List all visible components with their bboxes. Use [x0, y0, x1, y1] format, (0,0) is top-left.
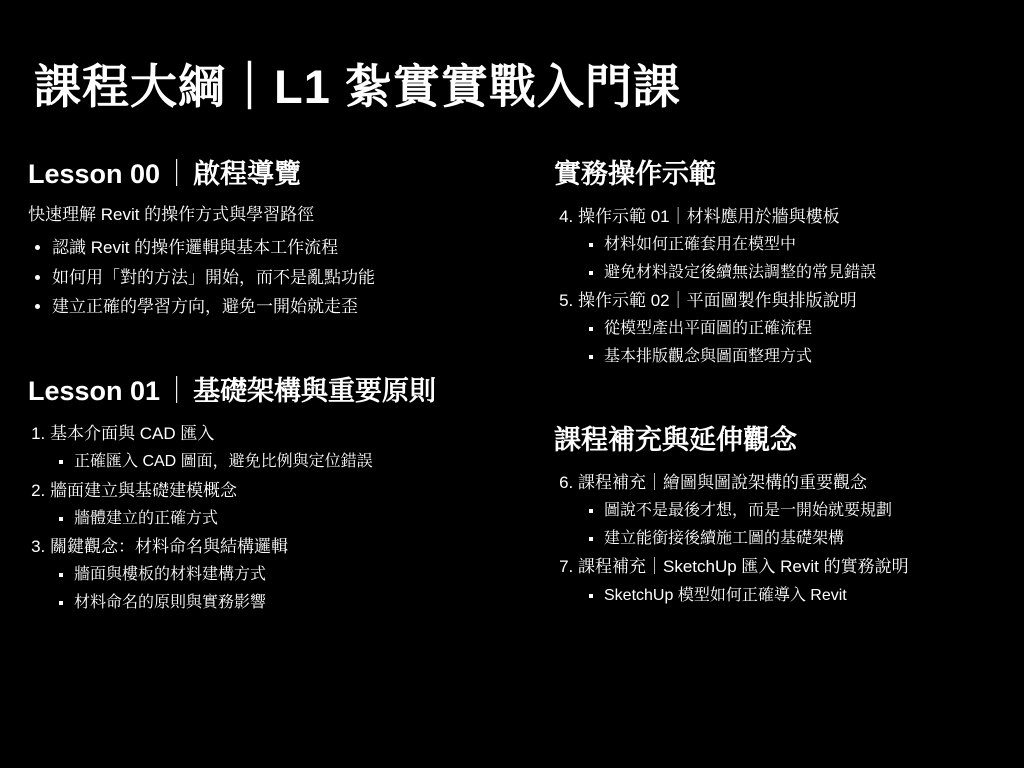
practice-demo-items	[548, 202, 996, 371]
section-heading-lesson-01	[28, 375, 498, 409]
list-item-text: 牆面建立與基礎建模概念	[50, 480, 237, 500]
list-item-text: 關鍵觀念：材料命名與結構邏輯	[50, 537, 288, 557]
list-item	[578, 286, 996, 370]
section-heading-supplement: 課程補充與延伸觀念	[554, 425, 797, 456]
list-item: ▪ 牆體建立的正確方式	[74, 505, 498, 533]
section-practice-demo	[548, 158, 996, 370]
supplement-items	[548, 468, 996, 609]
lesson-01-items	[28, 419, 498, 617]
lesson-01-divider: ｜	[163, 376, 191, 406]
list-item	[50, 532, 498, 616]
right-column	[512, 158, 996, 650]
list-item: ▪ 材料命名的原則與實務影響	[74, 589, 498, 617]
section-lesson-00	[28, 158, 498, 321]
section-heading-practice-demo: 實務操作示範	[554, 159, 716, 190]
sublist	[50, 505, 498, 533]
page-title: 課程大綱｜L1 紮實實戰入門課	[34, 60, 681, 113]
sublist	[578, 497, 996, 552]
list-item: ▪ 基本排版觀念與圖面整理方式	[604, 343, 996, 371]
list-item-text: 課程補充｜繪圖與圖說架構的重要觀念	[578, 473, 867, 493]
list-item: ▪ 正確匯入 CAD 圖面，避免比例與定位錯誤	[74, 448, 498, 476]
list-item-text: 操作示範 01｜材料應用於牆與樓板	[578, 206, 840, 226]
sublist	[50, 561, 498, 616]
sublist	[578, 582, 996, 610]
sublist	[578, 315, 996, 370]
list-item	[50, 419, 498, 476]
list-item-text: 基本介面與 CAD 匯入	[50, 423, 215, 443]
list-item: ▪ 牆面與樓板的材料建構方式	[74, 561, 498, 589]
lesson-00-label: Lesson 00	[28, 159, 161, 190]
list-item: ▪ 建立能銜接後續施工圖的基礎架構	[604, 525, 996, 553]
list-item: • 建立正確的學習方向，避免一開始就走歪	[52, 292, 498, 321]
list-item	[578, 202, 996, 286]
list-item: ▪ SketchUp 模型如何正確導入 Revit	[604, 582, 996, 610]
sublist	[50, 448, 498, 476]
list-item	[578, 552, 996, 609]
list-item: ▪ 從模型產出平面圖的正確流程	[604, 315, 996, 343]
lesson-00-lead: 快速理解 Revit 的操作方式與學習路徑	[28, 204, 315, 224]
list-item: ▪ 圖說不是最後才想，而是一開始就要規劃	[604, 497, 996, 525]
lesson-00-subtitle: 啟程導覽	[193, 159, 302, 190]
list-item: ▪ 避免材料設定後續無法調整的常見錯誤	[604, 259, 996, 287]
list-item: • 如何用「對的方法」開始，而不是亂點功能	[52, 263, 498, 292]
list-item	[50, 476, 498, 533]
sublist	[578, 231, 996, 286]
section-supplement	[548, 424, 996, 609]
lesson-00-bullets	[28, 233, 498, 321]
lesson-00-divider: ｜	[163, 159, 191, 190]
list-item-text: 操作示範 02｜平面圖製作與排版說明	[578, 291, 857, 311]
list-item: • 認識 Revit 的操作邏輯與基本工作流程	[52, 233, 498, 262]
section-lesson-01	[28, 375, 498, 617]
list-item: ▪ 材料如何正確套用在模型中	[604, 231, 996, 259]
left-column	[28, 158, 512, 650]
list-item-text: 課程補充｜SketchUp 匯入 Revit 的實務說明	[578, 557, 909, 577]
section-heading-lesson-00	[28, 158, 498, 192]
lesson-01-subtitle: 基礎架構與重要原則	[193, 376, 437, 406]
list-item	[578, 468, 996, 552]
content-columns	[28, 158, 996, 650]
lesson-01-label: Lesson 01	[28, 376, 161, 406]
